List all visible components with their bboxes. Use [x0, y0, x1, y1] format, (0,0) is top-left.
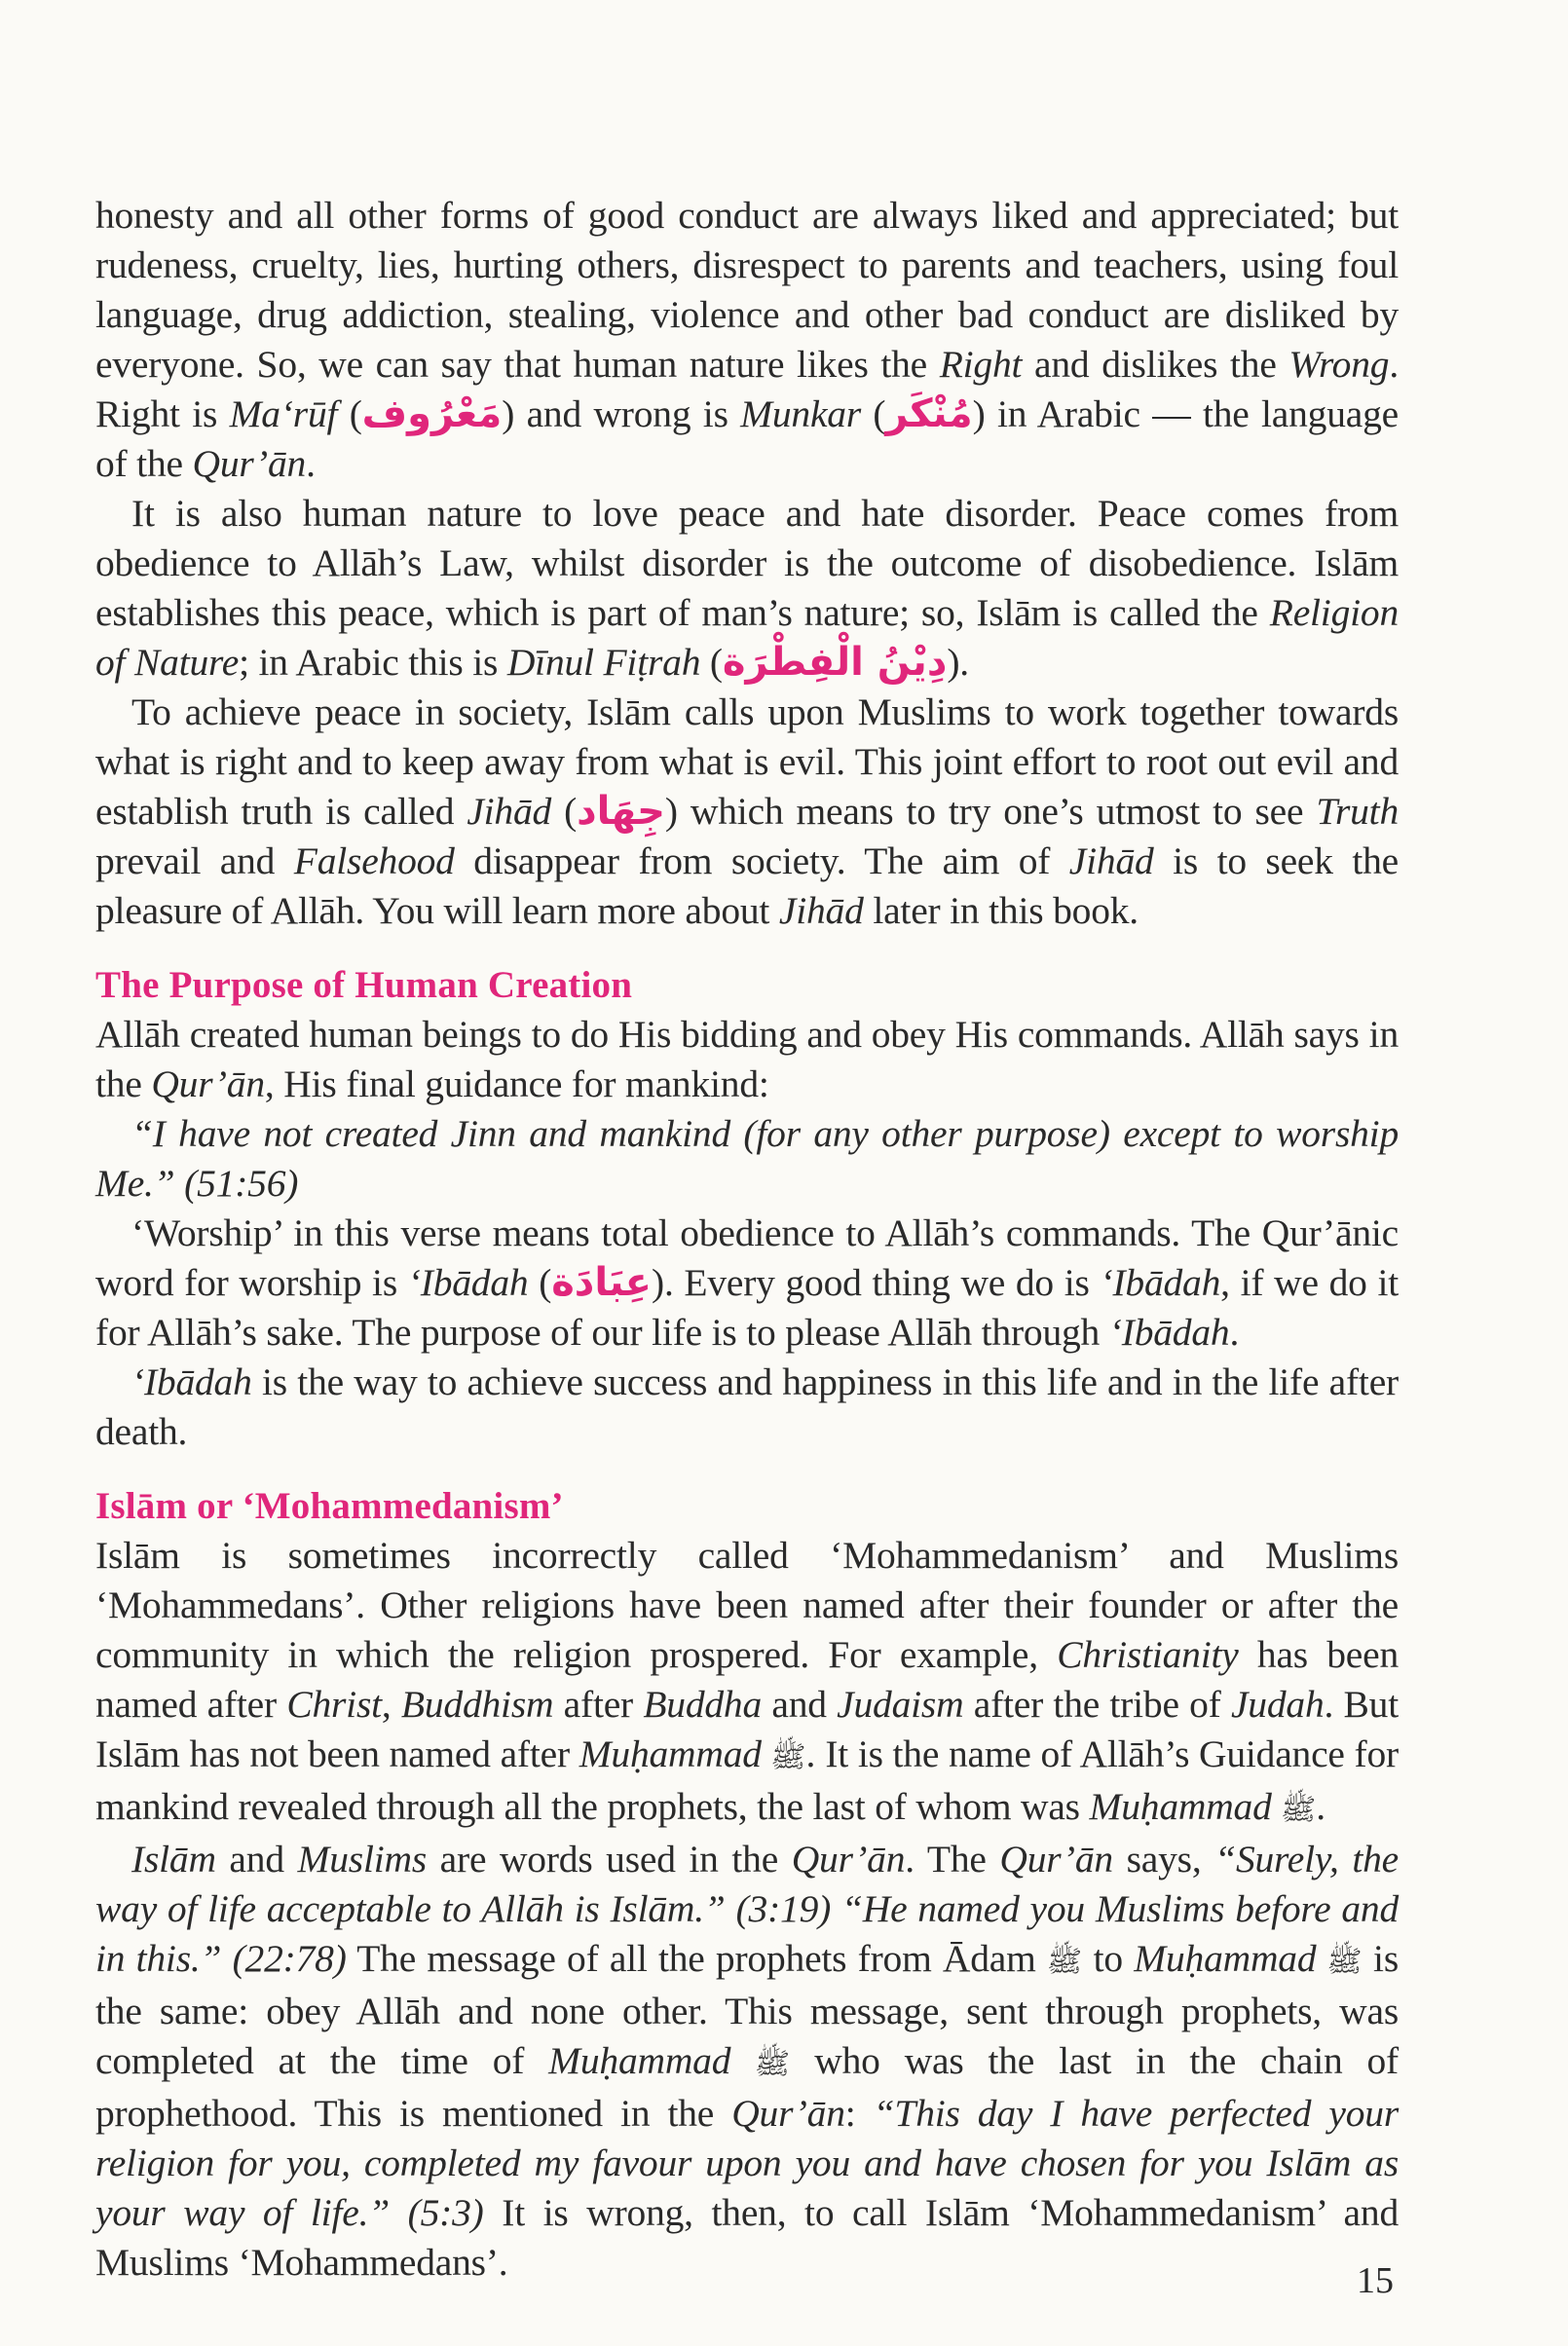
italic-text: Qur’ān: [151, 1062, 265, 1105]
italic-text: Qur’ān: [731, 2092, 845, 2135]
italic-text: Right: [939, 343, 1023, 386]
italic-text: ‘Ibādah: [131, 1360, 252, 1403]
page-body: [95, 191, 1399, 2288]
text: ,: [381, 1683, 401, 1726]
paragraph: [95, 1209, 1399, 1358]
salutation-symbol: ﷺ: [1316, 1945, 1363, 1979]
text: It is wrong, then, to call Islām ‘Mohammedanism’ and Muslims ‘Mohammedans’.: [95, 2191, 1399, 2284]
italic-text: Religion of Nature: [95, 591, 1399, 684]
italic-text: Ma‘rūf: [229, 392, 338, 435]
arabic-term: دِيْنُ الْفِطْرَة: [722, 640, 948, 685]
text: The message of all the prophets from Ādam: [346, 1937, 1047, 1980]
text: . It is the name of Allāh’s Guidance for mankind revealed through all the prophets, the last of whom was: [95, 1732, 1399, 1828]
text: who was the last in the chain of prophethood. This is mentioned in the: [95, 2039, 1399, 2135]
italic-text: Qur’ān: [999, 1838, 1113, 1881]
text: disappear from society. The aim of: [454, 839, 1069, 882]
italic-text: Christianity: [1057, 1633, 1239, 1676]
paragraph: [95, 1358, 1399, 1457]
text: and dislikes the: [1022, 343, 1289, 386]
text: (: [528, 1261, 552, 1304]
paragraph: [95, 191, 1399, 489]
text: ‘Worship’ in this verse means total obedience to Allāh’s commands. The Qur’ānic word for worship is: [95, 1211, 1399, 1304]
italic-text: Qur’ān: [192, 442, 307, 485]
italic-text: Wrong: [1288, 343, 1390, 386]
italic-text: Qur’ān: [791, 1838, 906, 1881]
islam-section: [95, 1531, 1399, 2288]
text: (: [551, 790, 578, 833]
paragraph: [95, 688, 1399, 936]
text: after the tribe of: [963, 1683, 1231, 1726]
page-number: 15: [1357, 2260, 1394, 2301]
text: , if we do it for Allāh’s sake. The purpose of our life is to please Allāh through: [95, 1261, 1399, 1354]
italic-text: Jihād: [467, 790, 552, 833]
text: is the same: obey Allāh and none other. This message, sent through prophets, was completed at the time of: [95, 1937, 1400, 2082]
text: are words used in the: [427, 1838, 792, 1881]
text: later in this book.: [863, 889, 1139, 932]
text: .: [306, 442, 316, 485]
text: after: [553, 1683, 644, 1726]
text: ). Every good thing we do is: [652, 1261, 1101, 1304]
text: ; in Arabic this is: [239, 641, 507, 684]
italic-text: Jihād: [778, 889, 864, 932]
italic-text: Muḥammad: [579, 1732, 762, 1775]
text: Islām is sometimes incorrectly called ‘Mohammedanism’ and Muslims ‘Mohammedans’. Other religions have been named after their founder or after the community in which the religion prospered. For example,: [95, 1534, 1399, 1676]
text: and: [762, 1683, 838, 1726]
paragraph: [95, 1835, 1399, 2288]
italic-text: ‘Ibādah: [1100, 1261, 1221, 1304]
text: , His final guidance for mankind:: [264, 1062, 769, 1105]
italic-text: Buddhism: [400, 1683, 554, 1726]
italic-text: Judah: [1230, 1683, 1325, 1726]
text: is the way to achieve success and happiness in this life and in the life after death.: [95, 1360, 1399, 1453]
italic-text: Falsehood: [293, 839, 455, 882]
paragraph: [95, 1109, 1399, 1209]
text: is to seek the pleasure of Allāh. You will learn more about: [95, 839, 1399, 932]
paragraph: [95, 489, 1399, 688]
italic-text: ‘Ibādah: [407, 1261, 529, 1304]
text: To achieve peace in society, Islām calls upon Muslims to work together towards what is right and to keep away from what is evil. This joint effort to root out evil and establish truth is called: [95, 690, 1399, 833]
section-heading-purpose: The Purpose of Human Creation: [95, 964, 633, 1006]
italic-text: Christ: [286, 1683, 382, 1726]
text: says,: [1112, 1838, 1215, 1881]
arabic-term: عِبَادَة: [551, 1260, 652, 1305]
italic-text: “This day I have perfected your religion for you, completed my favour upon you and have chosen for you Islām as your way of life.” (5:3): [95, 2092, 1400, 2234]
purpose-section: [95, 1010, 1399, 1457]
italic-text: Muslims: [297, 1838, 428, 1881]
text: to: [1082, 1937, 1135, 1980]
arabic-term: جِهَاد: [577, 789, 665, 834]
intro-section: [95, 191, 1399, 936]
italic-text: Muḥammad: [548, 2039, 731, 2082]
text: . Right is: [95, 343, 1399, 435]
salutation-symbol: ﷺ: [761, 1740, 806, 1774]
paragraph: [95, 1010, 1399, 1109]
section-heading-islam: Islām or ‘Mohammedanism’: [95, 1485, 564, 1527]
italic-text: Jihād: [1068, 839, 1154, 882]
text: and: [215, 1838, 298, 1881]
italic-text: ‘Ibādah: [1108, 1311, 1230, 1354]
text: . The: [905, 1838, 1000, 1881]
text: Allāh created human beings to do His bidding and obey His commands. Allāh says in the: [95, 1013, 1399, 1105]
italic-text: Munkar: [740, 392, 862, 435]
text: It is also human nature to love peace and hate disorder. Peace comes from obedience to Allāh’s Law, whilst disorder is the outcome of disobedience. Islām establishes this peace, which is part of man’s nature; so, Islām is called the: [95, 492, 1399, 634]
salutation-symbol: ﷺ: [730, 2047, 791, 2081]
text: :: [844, 2092, 874, 2135]
arabic-term: مَعْرُوف: [361, 391, 503, 436]
text: ) which means to try one’s utmost to see: [664, 790, 1317, 833]
italic-text: Judaism: [837, 1683, 964, 1726]
text: ) in Arabic — the language of the: [95, 392, 1399, 485]
salutation-symbol: ﷺ: [1271, 1793, 1317, 1827]
text: prevail and: [95, 839, 294, 882]
paragraph: [95, 1531, 1399, 1835]
text: (: [861, 392, 886, 435]
salutation-symbol: ﷺ: [1046, 1945, 1083, 1979]
italic-text: “Surely, the way of life acceptable to Allāh is Islām.” (3:19) “He named you Muslims before and in this.” (22:78): [95, 1838, 1399, 1980]
italic-text: Truth: [1316, 790, 1399, 833]
italic-text: Buddha: [643, 1683, 763, 1726]
italic-text: Islām: [131, 1838, 216, 1881]
arabic-term: مُنْكَر: [885, 391, 973, 436]
text: (: [337, 392, 362, 435]
italic-text: Muḥammad: [1134, 1937, 1317, 1980]
text: . But Islām has not been named after: [95, 1683, 1399, 1775]
text: .: [1229, 1311, 1240, 1354]
text: ) and wrong is: [502, 392, 741, 435]
italic-text: “I have not created Jinn and mankind (for any other purpose) except to worship Me.” (51:56): [95, 1112, 1399, 1205]
italic-text: Dīnul Fiṭrah: [506, 641, 701, 684]
text: ).: [947, 641, 969, 684]
text: has been named after: [95, 1633, 1400, 1726]
text: honesty and all other forms of good conduct are always liked and appreciated; but rudeness, cruelty, lies, hurting others, disrespect to parents and teachers, using foul language, drug addiction, stealing, violence and other bad conduct are disliked by everyone. So, we can say that human nature likes the: [95, 194, 1399, 386]
italic-text: Muḥammad: [1089, 1785, 1272, 1828]
text: (: [700, 641, 723, 684]
text: .: [1316, 1785, 1326, 1828]
